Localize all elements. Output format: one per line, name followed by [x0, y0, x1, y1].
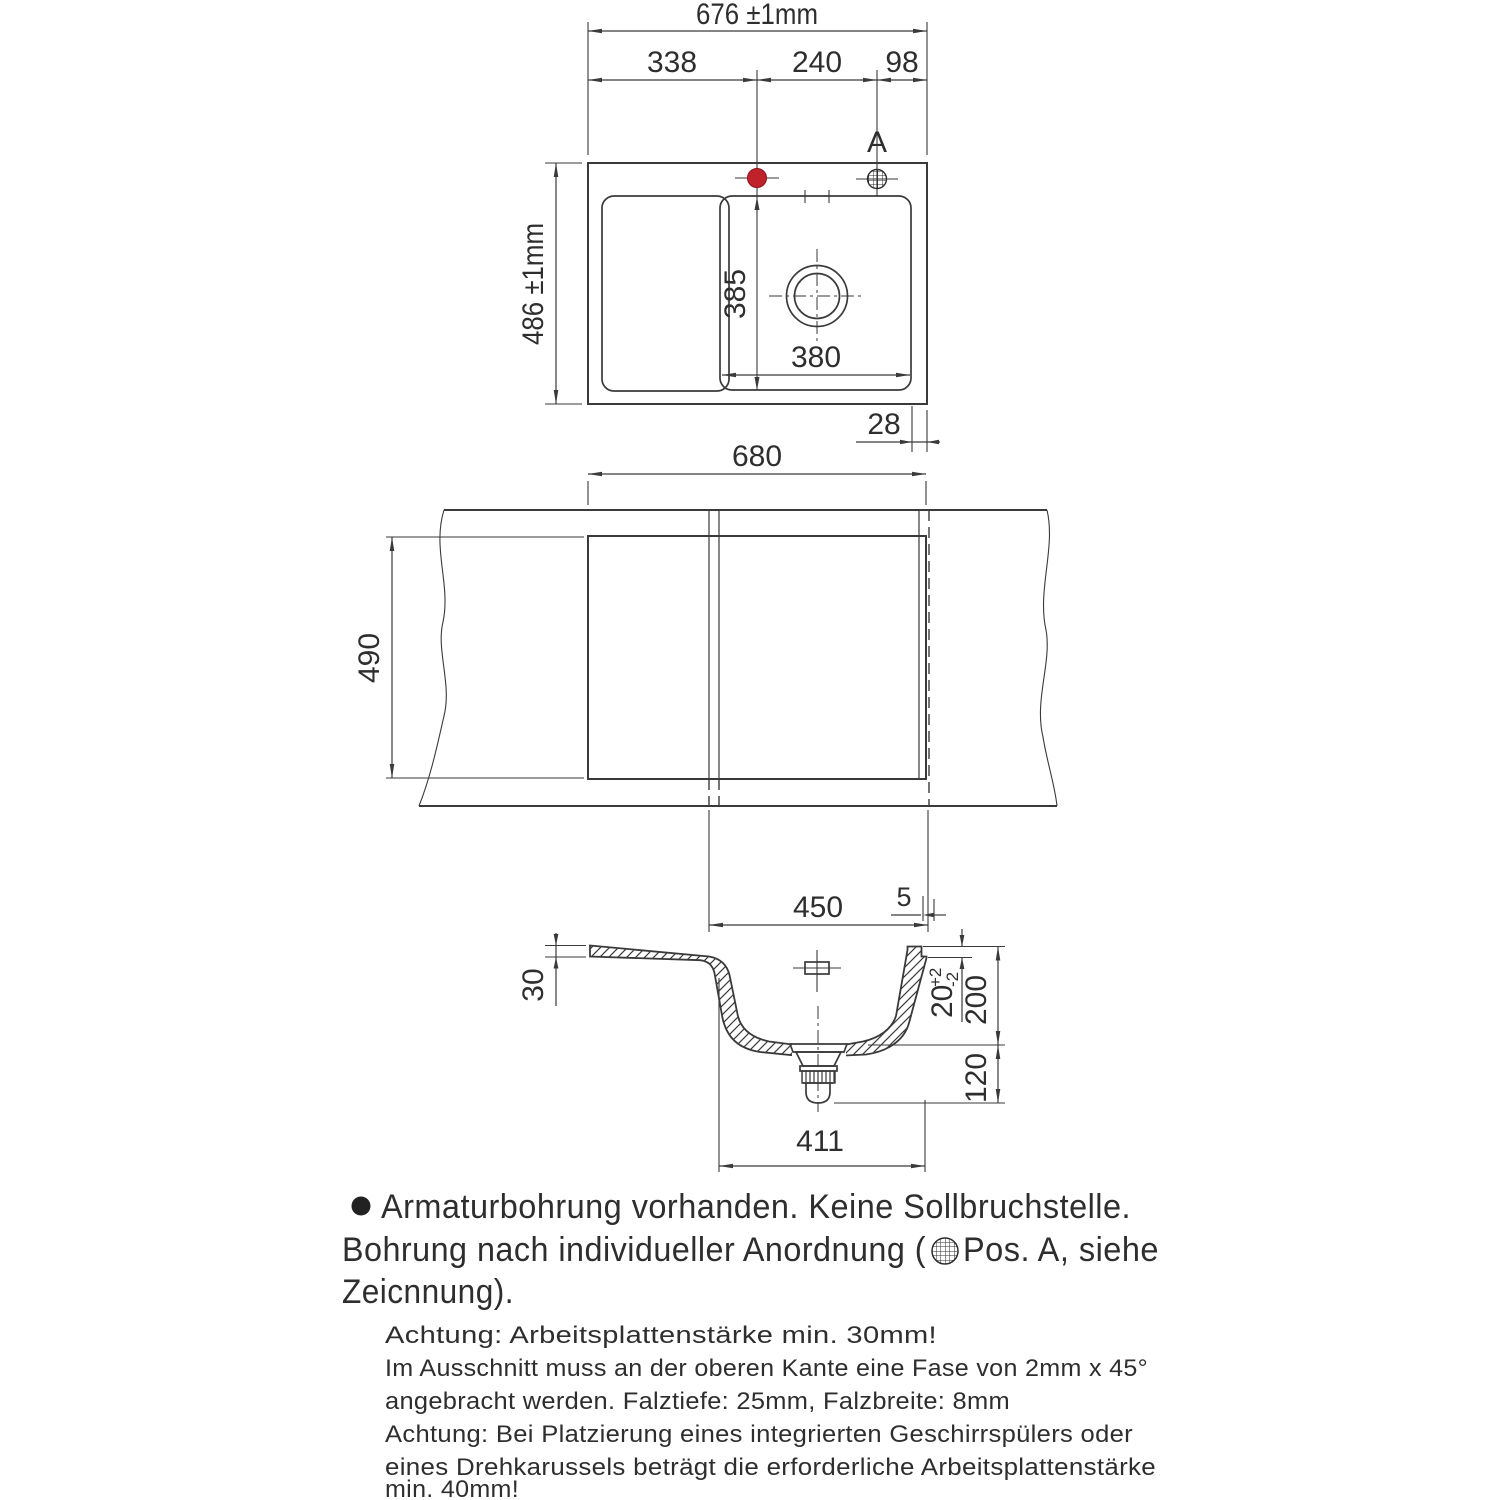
dim-drain-clearance: 120	[960, 1052, 993, 1104]
dim-reveal: 5	[896, 882, 912, 912]
worktop-break-right	[1040, 510, 1057, 806]
top-view	[517, 0, 940, 452]
sink-section-body	[590, 946, 927, 1056]
dim-total-width: 676 ±1mm	[696, 0, 818, 31]
dim-basin-depth: 385	[719, 268, 752, 320]
worktop-break-left	[419, 510, 446, 806]
dim-seg-mid: 240	[791, 46, 843, 79]
note-line2-before: Bohrung nach individueller Anordnung (	[342, 1231, 927, 1269]
dim-cutout-height: 490	[353, 632, 386, 684]
optional-hole-marker	[868, 170, 887, 189]
note-small-6: min. 40mm!	[385, 1476, 519, 1500]
dim-rim-tol-plus: +2	[926, 967, 945, 987]
bullet-icon	[352, 1197, 371, 1216]
note-small-4: Achtung: Bei Platzierung eines integrierten Geschirrspülers oder	[385, 1421, 1133, 1448]
note-line3: Zeicnnung).	[342, 1273, 514, 1311]
dim-rim-height: 20	[926, 984, 959, 1018]
drainer-area	[602, 196, 729, 391]
drain-assembly	[790, 1006, 847, 1112]
section-view	[517, 929, 1005, 1172]
dim-total-depth: 200	[960, 974, 993, 1026]
dim-basin-width: 380	[790, 341, 842, 374]
dim-edge-offset: 28	[867, 408, 901, 441]
note-small-3: angebracht werden. Falztiefe: 25mm, Falzbreite: 8mm	[385, 1388, 1010, 1415]
dim-seg-left: 338	[646, 46, 698, 79]
cutout-view	[353, 440, 1057, 932]
dim-cabinet-width: 450	[792, 891, 844, 924]
dim-cutout-width: 680	[731, 440, 783, 473]
notes	[342, 1188, 1159, 1500]
dim-board-thickness: 30	[517, 968, 550, 1002]
note-small-1: Achtung: Arbeitsplattenstärke min. 30mm!	[385, 1322, 937, 1349]
dim-seg-right: 98	[885, 46, 919, 79]
dim-rim-tol-minus: -2	[943, 971, 962, 987]
cutout-rect	[588, 536, 926, 779]
note-small-5: eines Drehkarussels beträgt die erforderliche Arbeitsplattenstärke	[385, 1454, 1156, 1481]
hatched-hole-icon	[932, 1238, 958, 1264]
note-small-2: Im Ausschnitt muss an der oberen Kante eine Fase von 2mm x 45°	[385, 1355, 1148, 1382]
note-line1: Armaturbohrung vorhanden. Keine Sollbruchstelle.	[381, 1188, 1131, 1226]
faucet-hole-marker	[748, 169, 767, 188]
dim-total-height: 486 ±1mm	[517, 203, 550, 345]
hole-label-a: A	[866, 126, 888, 159]
note-line2-after: Pos. A, siehe	[963, 1231, 1159, 1269]
dim-bowl-width: 411	[796, 1125, 844, 1158]
